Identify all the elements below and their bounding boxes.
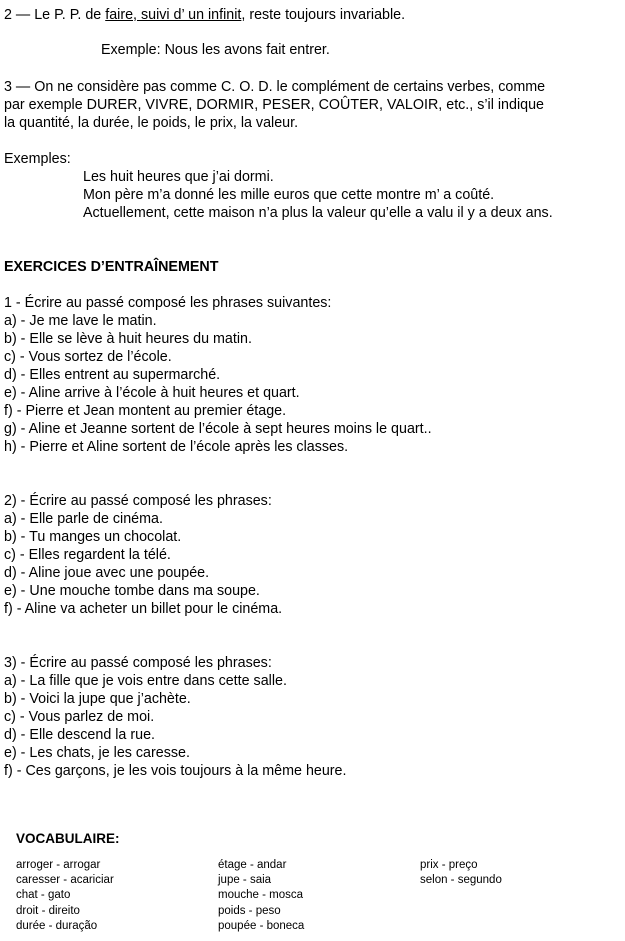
exercise-2-item: f) - Aline va acheter un billet pour le cinéma. bbox=[4, 601, 283, 617]
exercise-1-item: c) - Vous sortez de l’école. bbox=[4, 349, 172, 365]
rule-2-suffix: , reste toujours invariable. bbox=[241, 7, 406, 23]
exercise-2-item: a) - Elle parle de cinéma. bbox=[4, 511, 163, 527]
rule-3-line: la quantité, la durée, le poids, le prix, la valeur. bbox=[4, 115, 299, 131]
vocabulary-entry: droit - direito bbox=[16, 904, 80, 917]
exercise-1-item: g) - Aline et Jeanne sortent de l’école à sept heures moins le quart.. bbox=[4, 421, 432, 437]
exercise-1-item: b) - Elle se lève à huit heures du matin. bbox=[4, 331, 252, 347]
exercise-3-item: c) - Vous parlez de moi. bbox=[4, 709, 155, 725]
exercise-2-item: b) - Tu manges un chocolat. bbox=[4, 529, 182, 545]
vocabulary-entry: chat - gato bbox=[16, 889, 71, 902]
exercise-3-item: f) - Ces garçons, je les vois toujours à la même heure. bbox=[4, 763, 347, 779]
vocabulary-entry: poupée - boneca bbox=[218, 919, 305, 932]
exercises-heading: EXERCICES D’ENTRAÎNEMENT bbox=[4, 259, 219, 275]
vocabulary-entry: mouche - mosca bbox=[218, 889, 304, 902]
vocabulary-column-1 bbox=[16, 858, 114, 934]
vocabulary-entry: jupe - saia bbox=[218, 874, 272, 887]
exercise-1-item: d) - Elles entrent au supermarché. bbox=[4, 367, 221, 383]
exercise-2-item: d) - Aline joue avec une poupée. bbox=[4, 565, 210, 581]
rule-2-underlined: faire, suivi d’ un infinit bbox=[105, 7, 242, 23]
vocabulary-entry: durée - duração bbox=[16, 919, 98, 932]
vocabulary-column-2 bbox=[218, 858, 304, 934]
vocabulary-entry: prix - preço bbox=[420, 859, 478, 871]
rule-2-prefix: 2 — Le P. P. de bbox=[4, 7, 106, 23]
exercise-1-item: a) - Je me lave le matin. bbox=[4, 313, 157, 329]
vocabulary-entry: poids - peso bbox=[218, 904, 281, 917]
exercise-1-item: h) - Pierre et Aline sortent de l’école après les classes. bbox=[4, 439, 349, 455]
vocabulary-title: VOCABULAIRE: bbox=[16, 831, 120, 846]
exercise-1-item: f) - Pierre et Jean montent au premier étage. bbox=[4, 403, 287, 419]
rule-2-line bbox=[4, 6, 405, 24]
exercise-3-title: 3) - Écrire au passé composé les phrases: bbox=[4, 655, 272, 671]
vocabulary-column-3 bbox=[420, 858, 502, 888]
rule-3-line: 3 — On ne considère pas comme C. O. D. le complément de certains verbes, comme bbox=[4, 79, 546, 95]
exercise-3-item: b) - Voici la jupe que j’achète. bbox=[4, 691, 191, 707]
exercise-2-item: c) - Elles regardent la télé. bbox=[4, 547, 171, 563]
exercise-3-item: d) - Elle descend la rue. bbox=[4, 727, 155, 743]
exercise-1-item: e) - Aline arrive à l’école à huit heures et quart. bbox=[4, 385, 300, 401]
vocabulary-entry: caresser - acariciar bbox=[16, 874, 114, 887]
examples-label: Exemples: bbox=[4, 151, 71, 167]
example-item: Les huit heures que j’ai dormi. bbox=[83, 169, 274, 185]
vocabulary-entry: arroger - arrogar bbox=[16, 859, 101, 871]
example-item: Actuellement, cette maison n’a plus la valeur qu’elle a valu il y a deux ans. bbox=[83, 205, 553, 221]
vocabulary-entry: étage - andar bbox=[218, 859, 287, 871]
vocabulary-entry: selon - segundo bbox=[420, 874, 502, 887]
exercise-3-item: a) - La fille que je vois entre dans cette salle. bbox=[4, 673, 287, 689]
exercise-3-item: e) - Les chats, je les caresse. bbox=[4, 745, 190, 761]
exercise-2-item: e) - Une mouche tombe dans ma soupe. bbox=[4, 583, 260, 599]
exercise-1-title: 1 - Écrire au passé composé les phrases suivantes: bbox=[4, 295, 332, 311]
rule-2-example: Exemple: Nous les avons fait entrer. bbox=[101, 42, 330, 58]
rule-3-line: par exemple DURER, VIVRE, DORMIR, PESER, COÛTER, VALOIR, etc., s’il indique bbox=[4, 97, 544, 113]
example-item: Mon père m’a donné les mille euros que cette montre m’ a coûté. bbox=[83, 187, 495, 203]
exercise-2-title: 2) - Écrire au passé composé les phrases: bbox=[4, 493, 272, 509]
